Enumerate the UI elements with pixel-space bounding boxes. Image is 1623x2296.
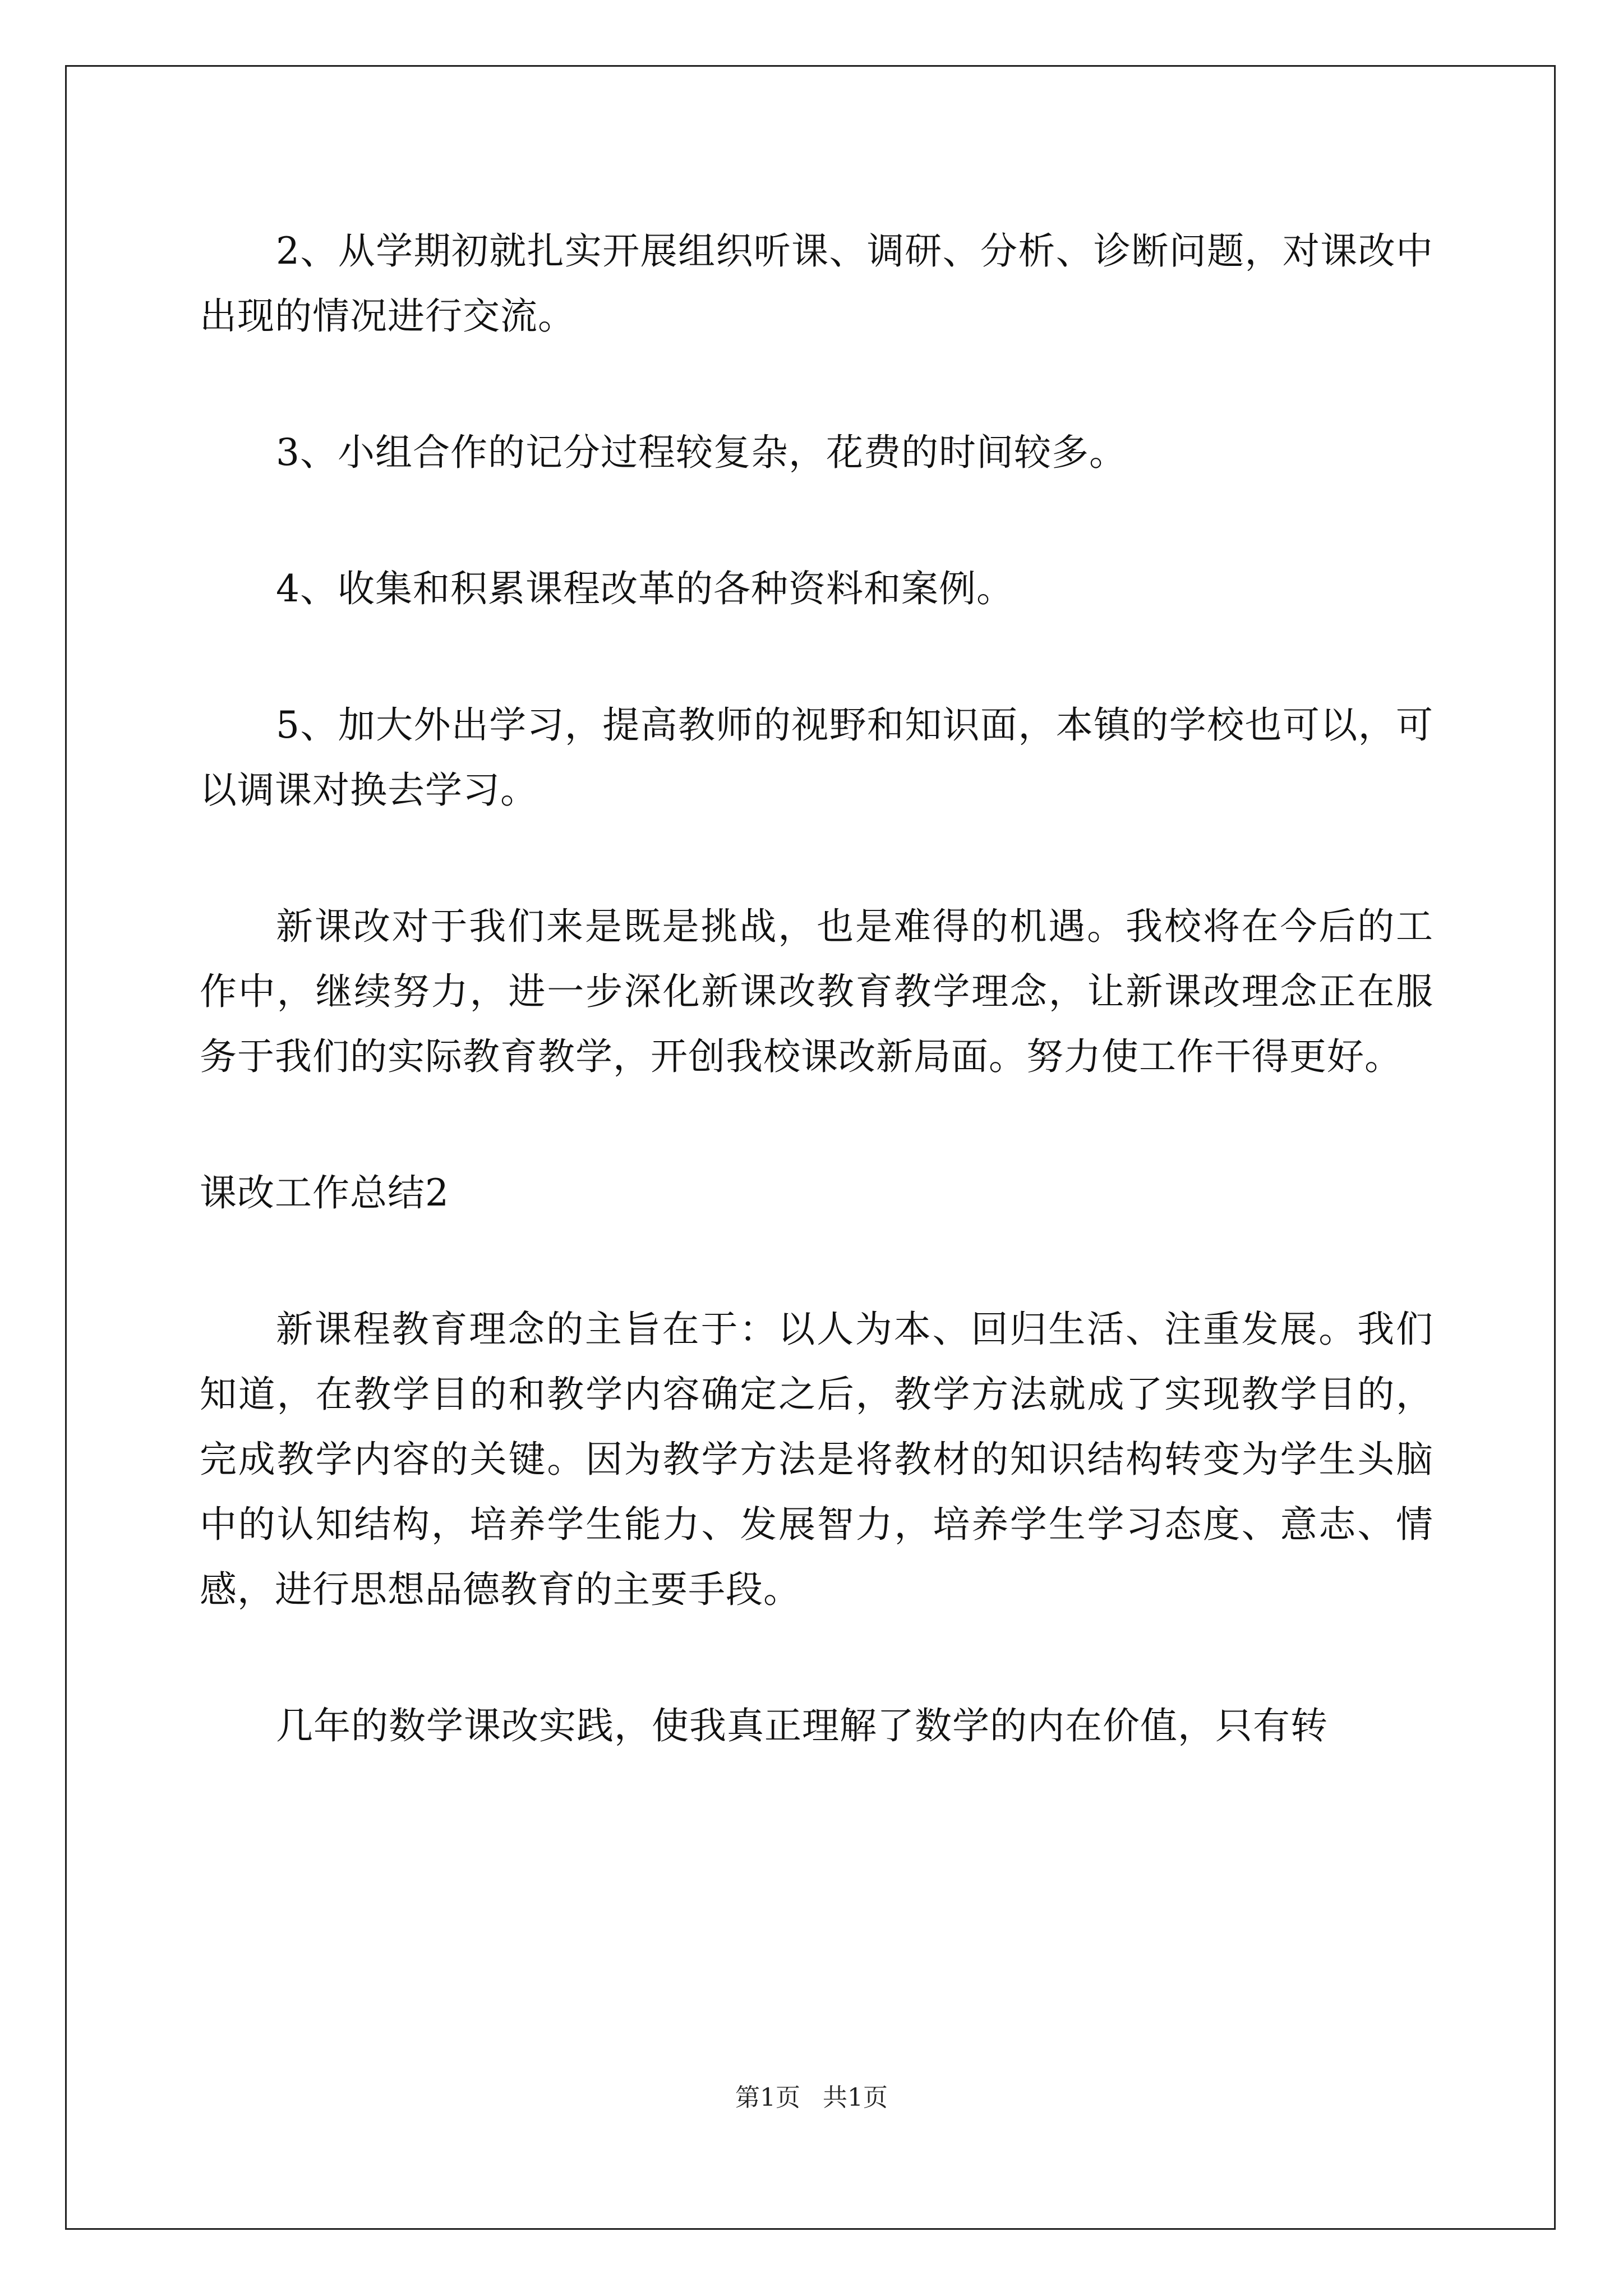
paragraph-conclusion: 新课改对于我们来是既是挑战，也是难得的机遇。我校将在今后的工作中，继续努力，进一步深化新课改教育教学理念，让新课改理念正在服务于我们的实际教育教学，开创我校课改新局面。努力使工作干得更好。: [200, 905, 1433, 1078]
section-heading: 课改工作总结2: [200, 1171, 449, 1214]
paragraph-item-3: 3、小组合作的记分过程较复杂，花费的时间较多。: [276, 431, 1127, 474]
paragraph-intro: 新课程教育理念的主旨在于：以人为本、回归生活、注重发展。我们知道，在教学目的和教学内容确定之后，教学方法就成了实现教学目的，完成教学内容的关键。因为教学方法是将教材的知识结构转变为学生头脑中的认知结构，培养学生能力、发展智力，培养学生学习态度、意志、情感，进行思想品德教育的主要手段。: [200, 1308, 1433, 1611]
paragraph-practice: 几年的数学课改实践，使我真正理解了数学的内在价值，只有转: [276, 1704, 1328, 1747]
page-number: 第1页: [735, 2083, 800, 2112]
paragraph-item-4: 4、收集和积累课程改革的各种资料和案例。: [276, 567, 1014, 610]
page-footer: [0, 2081, 1623, 2115]
page-total: 共1页: [823, 2083, 888, 2112]
document-body: [200, 219, 1433, 1830]
paragraph-item-2: 2、从学期初就扎实开展组织听课、调研、分析、诊断问题，对课改中出现的情况进行交流。: [200, 229, 1433, 338]
paragraph-item-5: 5、加大外出学习，提高教师的视野和知识面，本镇的学校也可以，可以调课对换去学习。: [200, 703, 1433, 812]
